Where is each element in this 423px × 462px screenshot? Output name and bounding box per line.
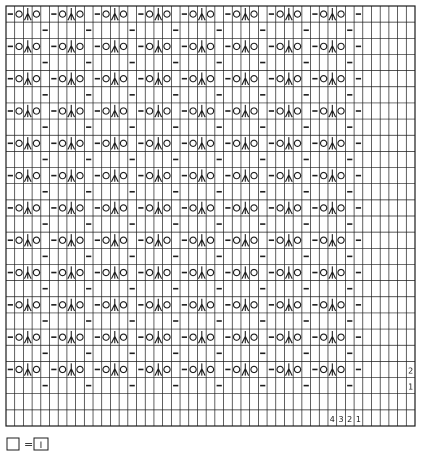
double-decrease-icon xyxy=(111,105,118,117)
yarn-over-icon xyxy=(103,140,109,146)
yarn-over-icon xyxy=(277,76,283,82)
yarn-over-icon xyxy=(59,366,65,372)
yarn-over-icon xyxy=(120,334,126,340)
yarn-over-icon xyxy=(338,11,344,17)
double-decrease-icon xyxy=(329,363,336,375)
yarn-over-icon xyxy=(277,108,283,114)
yarn-over-icon xyxy=(294,140,300,146)
double-decrease-icon xyxy=(155,299,162,311)
yarn-over-icon xyxy=(103,237,109,243)
double-decrease-icon xyxy=(198,266,205,278)
yarn-over-icon xyxy=(16,334,22,340)
yarn-over-icon xyxy=(33,269,39,275)
yarn-over-icon xyxy=(146,11,152,17)
yarn-over-icon xyxy=(77,334,83,340)
double-decrease-icon xyxy=(286,8,293,20)
yarn-over-icon xyxy=(103,205,109,211)
yarn-over-icon xyxy=(120,237,126,243)
double-decrease-icon xyxy=(24,8,31,20)
yarn-over-icon xyxy=(338,140,344,146)
double-decrease-icon xyxy=(198,202,205,214)
yarn-over-icon xyxy=(207,11,213,17)
yarn-over-icon xyxy=(16,237,22,243)
yarn-over-icon xyxy=(190,11,196,17)
yarn-over-icon xyxy=(77,269,83,275)
double-decrease-icon xyxy=(242,105,249,117)
yarn-over-icon xyxy=(33,108,39,114)
yarn-over-icon xyxy=(320,366,326,372)
double-decrease-icon xyxy=(24,137,31,149)
yarn-over-icon xyxy=(190,76,196,82)
yarn-over-icon xyxy=(338,269,344,275)
double-decrease-icon xyxy=(24,363,31,375)
double-decrease-icon xyxy=(24,202,31,214)
yarn-over-icon xyxy=(251,366,257,372)
double-decrease-icon xyxy=(198,8,205,20)
yarn-over-icon xyxy=(233,76,239,82)
yarn-over-icon xyxy=(251,43,257,49)
yarn-over-icon xyxy=(338,302,344,308)
yarn-over-icon xyxy=(190,205,196,211)
yarn-over-icon xyxy=(233,205,239,211)
double-decrease-icon xyxy=(329,299,336,311)
yarn-over-icon xyxy=(294,76,300,82)
double-decrease-icon xyxy=(68,299,75,311)
double-decrease-icon xyxy=(111,169,118,181)
yarn-over-icon xyxy=(294,108,300,114)
yarn-over-icon xyxy=(33,43,39,49)
yarn-over-icon xyxy=(251,108,257,114)
double-decrease-icon xyxy=(111,73,118,85)
yarn-over-icon xyxy=(207,366,213,372)
double-decrease-icon xyxy=(286,331,293,343)
yarn-over-icon xyxy=(120,108,126,114)
yarn-over-icon xyxy=(320,302,326,308)
yarn-over-icon xyxy=(190,269,196,275)
yarn-over-icon xyxy=(233,140,239,146)
double-decrease-icon xyxy=(68,331,75,343)
yarn-over-icon xyxy=(251,76,257,82)
double-decrease-icon xyxy=(155,137,162,149)
yarn-over-icon xyxy=(251,205,257,211)
yarn-over-icon xyxy=(251,140,257,146)
yarn-over-icon xyxy=(207,269,213,275)
double-decrease-icon xyxy=(242,266,249,278)
yarn-over-icon xyxy=(120,269,126,275)
yarn-over-icon xyxy=(338,334,344,340)
yarn-over-icon xyxy=(164,366,170,372)
yarn-over-icon xyxy=(277,269,283,275)
yarn-over-icon xyxy=(338,108,344,114)
double-decrease-icon xyxy=(242,40,249,52)
double-decrease-icon xyxy=(68,40,75,52)
yarn-over-icon xyxy=(320,11,326,17)
yarn-over-icon xyxy=(16,205,22,211)
yarn-over-icon xyxy=(294,334,300,340)
yarn-over-icon xyxy=(120,11,126,17)
double-decrease-icon xyxy=(198,169,205,181)
yarn-over-icon xyxy=(59,237,65,243)
yarn-over-icon xyxy=(146,205,152,211)
yarn-over-icon xyxy=(77,205,83,211)
yarn-over-icon xyxy=(146,366,152,372)
double-decrease-icon xyxy=(155,202,162,214)
chart-legend xyxy=(6,437,76,451)
yarn-over-icon xyxy=(103,76,109,82)
double-decrease-icon xyxy=(155,331,162,343)
double-decrease-icon xyxy=(329,137,336,149)
double-decrease-icon xyxy=(242,234,249,246)
yarn-over-icon xyxy=(294,43,300,49)
column-number-label: 3 xyxy=(338,414,344,424)
yarn-over-icon xyxy=(320,76,326,82)
yarn-over-icon xyxy=(120,43,126,49)
yarn-over-icon xyxy=(59,205,65,211)
double-decrease-icon xyxy=(329,40,336,52)
double-decrease-icon xyxy=(24,169,31,181)
legend-knit-symbol: I xyxy=(39,441,43,451)
yarn-over-icon xyxy=(233,43,239,49)
yarn-over-icon xyxy=(251,302,257,308)
chart-grid xyxy=(6,6,415,426)
yarn-over-icon xyxy=(77,11,83,17)
yarn-over-icon xyxy=(16,366,22,372)
double-decrease-icon xyxy=(329,202,336,214)
yarn-over-icon xyxy=(164,237,170,243)
double-decrease-icon xyxy=(24,331,31,343)
yarn-over-icon xyxy=(77,140,83,146)
yarn-over-icon xyxy=(146,108,152,114)
yarn-over-icon xyxy=(320,43,326,49)
double-decrease-icon xyxy=(198,331,205,343)
double-decrease-icon xyxy=(329,234,336,246)
double-decrease-icon xyxy=(68,73,75,85)
yarn-over-icon xyxy=(233,366,239,372)
double-decrease-icon xyxy=(155,8,162,20)
yarn-over-icon xyxy=(16,269,22,275)
yarn-over-icon xyxy=(164,11,170,17)
yarn-over-icon xyxy=(320,237,326,243)
yarn-over-icon xyxy=(33,140,39,146)
yarn-over-icon xyxy=(103,302,109,308)
double-decrease-icon xyxy=(111,299,118,311)
yarn-over-icon xyxy=(277,237,283,243)
double-decrease-icon xyxy=(198,105,205,117)
yarn-over-icon xyxy=(77,237,83,243)
yarn-over-icon xyxy=(207,237,213,243)
double-decrease-icon xyxy=(111,266,118,278)
double-decrease-icon xyxy=(111,234,118,246)
yarn-over-icon xyxy=(338,237,344,243)
yarn-over-icon xyxy=(207,302,213,308)
yarn-over-icon xyxy=(103,43,109,49)
yarn-over-icon xyxy=(164,108,170,114)
double-decrease-icon xyxy=(111,363,118,375)
yarn-over-icon xyxy=(59,108,65,114)
yarn-over-icon xyxy=(16,302,22,308)
yarn-over-icon xyxy=(207,140,213,146)
yarn-over-icon xyxy=(294,366,300,372)
yarn-over-icon xyxy=(190,366,196,372)
double-decrease-icon xyxy=(242,202,249,214)
double-decrease-icon xyxy=(155,363,162,375)
yarn-over-icon xyxy=(294,11,300,17)
yarn-over-icon xyxy=(59,269,65,275)
yarn-over-icon xyxy=(33,302,39,308)
yarn-over-icon xyxy=(164,43,170,49)
double-decrease-icon xyxy=(329,266,336,278)
double-decrease-icon xyxy=(155,40,162,52)
double-decrease-icon xyxy=(155,105,162,117)
yarn-over-icon xyxy=(16,76,22,82)
yarn-over-icon xyxy=(59,140,65,146)
yarn-over-icon xyxy=(277,140,283,146)
yarn-over-icon xyxy=(120,140,126,146)
double-decrease-icon xyxy=(155,73,162,85)
double-decrease-icon xyxy=(198,40,205,52)
double-decrease-icon xyxy=(242,137,249,149)
yarn-over-icon xyxy=(233,237,239,243)
yarn-over-icon xyxy=(103,334,109,340)
yarn-over-icon xyxy=(190,334,196,340)
yarn-over-icon xyxy=(277,334,283,340)
yarn-over-icon xyxy=(164,302,170,308)
yarn-over-icon xyxy=(33,205,39,211)
yarn-over-icon xyxy=(277,302,283,308)
yarn-over-icon xyxy=(190,172,196,178)
yarn-over-icon xyxy=(120,76,126,82)
yarn-over-icon xyxy=(120,205,126,211)
yarn-over-icon xyxy=(146,269,152,275)
double-decrease-icon xyxy=(286,202,293,214)
double-decrease-icon xyxy=(68,8,75,20)
yarn-over-icon xyxy=(146,237,152,243)
double-decrease-icon xyxy=(155,266,162,278)
yarn-over-icon xyxy=(190,237,196,243)
yarn-over-icon xyxy=(277,11,283,17)
yarn-over-icon xyxy=(320,205,326,211)
yarn-over-icon xyxy=(320,108,326,114)
yarn-over-icon xyxy=(33,11,39,17)
yarn-over-icon xyxy=(277,43,283,49)
legend-blank-square-icon xyxy=(7,438,19,450)
yarn-over-icon xyxy=(338,172,344,178)
yarn-over-icon xyxy=(294,302,300,308)
yarn-over-icon xyxy=(33,366,39,372)
double-decrease-icon xyxy=(68,137,75,149)
double-decrease-icon xyxy=(242,299,249,311)
yarn-over-icon xyxy=(59,172,65,178)
yarn-over-icon xyxy=(59,302,65,308)
yarn-over-icon xyxy=(338,366,344,372)
yarn-over-icon xyxy=(16,43,22,49)
double-decrease-icon xyxy=(286,363,293,375)
yarn-over-icon xyxy=(233,172,239,178)
yarn-over-icon xyxy=(33,237,39,243)
yarn-over-icon xyxy=(59,334,65,340)
yarn-over-icon xyxy=(103,172,109,178)
yarn-over-icon xyxy=(251,172,257,178)
double-decrease-icon xyxy=(242,169,249,181)
double-decrease-icon xyxy=(329,73,336,85)
yarn-over-icon xyxy=(164,334,170,340)
double-decrease-icon xyxy=(198,73,205,85)
yarn-over-icon xyxy=(320,269,326,275)
double-decrease-icon xyxy=(198,299,205,311)
yarn-over-icon xyxy=(233,269,239,275)
double-decrease-icon xyxy=(242,331,249,343)
yarn-over-icon xyxy=(77,108,83,114)
double-decrease-icon xyxy=(24,299,31,311)
row-number-label: 2 xyxy=(408,366,414,376)
yarn-over-icon xyxy=(146,76,152,82)
double-decrease-icon xyxy=(286,105,293,117)
yarn-over-icon xyxy=(164,269,170,275)
yarn-over-icon xyxy=(277,366,283,372)
yarn-over-icon xyxy=(320,172,326,178)
yarn-over-icon xyxy=(207,76,213,82)
yarn-over-icon xyxy=(294,269,300,275)
double-decrease-icon xyxy=(111,40,118,52)
double-decrease-icon xyxy=(111,202,118,214)
row-number-label: 1 xyxy=(408,382,414,392)
double-decrease-icon xyxy=(242,8,249,20)
yarn-over-icon xyxy=(16,108,22,114)
yarn-over-icon xyxy=(103,366,109,372)
legend-equals: = xyxy=(24,438,34,451)
yarn-over-icon xyxy=(294,237,300,243)
yarn-over-icon xyxy=(233,108,239,114)
double-decrease-icon xyxy=(68,105,75,117)
yarn-over-icon xyxy=(33,334,39,340)
yarn-over-icon xyxy=(190,302,196,308)
yarn-over-icon xyxy=(120,366,126,372)
double-decrease-icon xyxy=(329,331,336,343)
yarn-over-icon xyxy=(207,334,213,340)
yarn-over-icon xyxy=(338,43,344,49)
yarn-over-icon xyxy=(190,108,196,114)
yarn-over-icon xyxy=(207,205,213,211)
double-decrease-icon xyxy=(24,266,31,278)
double-decrease-icon xyxy=(198,363,205,375)
double-decrease-icon xyxy=(286,234,293,246)
yarn-over-icon xyxy=(33,172,39,178)
yarn-over-icon xyxy=(59,76,65,82)
yarn-over-icon xyxy=(16,140,22,146)
yarn-over-icon xyxy=(120,172,126,178)
column-number-label: 1 xyxy=(355,414,361,424)
yarn-over-icon xyxy=(190,140,196,146)
yarn-over-icon xyxy=(294,205,300,211)
double-decrease-icon xyxy=(24,40,31,52)
double-decrease-icon xyxy=(155,234,162,246)
double-decrease-icon xyxy=(286,169,293,181)
double-decrease-icon xyxy=(198,234,205,246)
yarn-over-icon xyxy=(251,269,257,275)
yarn-over-icon xyxy=(33,76,39,82)
yarn-over-icon xyxy=(233,11,239,17)
yarn-over-icon xyxy=(164,172,170,178)
double-decrease-icon xyxy=(24,105,31,117)
yarn-over-icon xyxy=(190,43,196,49)
double-decrease-icon xyxy=(24,234,31,246)
yarn-over-icon xyxy=(251,11,257,17)
yarn-over-icon xyxy=(146,172,152,178)
yarn-over-icon xyxy=(77,172,83,178)
yarn-over-icon xyxy=(251,334,257,340)
double-decrease-icon xyxy=(68,202,75,214)
double-decrease-icon xyxy=(286,299,293,311)
double-decrease-icon xyxy=(68,169,75,181)
yarn-over-icon xyxy=(59,11,65,17)
double-decrease-icon xyxy=(286,40,293,52)
yarn-over-icon xyxy=(103,11,109,17)
yarn-over-icon xyxy=(16,172,22,178)
double-decrease-icon xyxy=(242,73,249,85)
yarn-over-icon xyxy=(233,302,239,308)
yarn-over-icon xyxy=(207,172,213,178)
yarn-over-icon xyxy=(59,43,65,49)
yarn-over-icon xyxy=(146,302,152,308)
yarn-over-icon xyxy=(277,172,283,178)
yarn-over-icon xyxy=(233,334,239,340)
yarn-over-icon xyxy=(103,269,109,275)
double-decrease-icon xyxy=(329,8,336,20)
yarn-over-icon xyxy=(164,140,170,146)
yarn-over-icon xyxy=(77,43,83,49)
double-decrease-icon xyxy=(24,73,31,85)
double-decrease-icon xyxy=(286,266,293,278)
double-decrease-icon xyxy=(68,234,75,246)
double-decrease-icon xyxy=(329,105,336,117)
yarn-over-icon xyxy=(277,205,283,211)
column-number-label: 4 xyxy=(329,414,335,424)
yarn-over-icon xyxy=(77,76,83,82)
double-decrease-icon xyxy=(329,169,336,181)
double-decrease-icon xyxy=(68,363,75,375)
double-decrease-icon xyxy=(111,8,118,20)
yarn-over-icon xyxy=(16,11,22,17)
yarn-over-icon xyxy=(146,334,152,340)
double-decrease-icon xyxy=(286,137,293,149)
yarn-over-icon xyxy=(103,108,109,114)
double-decrease-icon xyxy=(286,73,293,85)
yarn-over-icon xyxy=(146,140,152,146)
yarn-over-icon xyxy=(320,334,326,340)
yarn-over-icon xyxy=(338,205,344,211)
yarn-over-icon xyxy=(146,43,152,49)
double-decrease-icon xyxy=(68,266,75,278)
yarn-over-icon xyxy=(164,205,170,211)
double-decrease-icon xyxy=(242,363,249,375)
yarn-over-icon xyxy=(294,172,300,178)
yarn-over-icon xyxy=(164,76,170,82)
yarn-over-icon xyxy=(320,140,326,146)
yarn-over-icon xyxy=(77,366,83,372)
column-number-label: 2 xyxy=(347,414,353,424)
double-decrease-icon xyxy=(198,137,205,149)
yarn-over-icon xyxy=(207,108,213,114)
double-decrease-icon xyxy=(111,137,118,149)
yarn-over-icon xyxy=(251,237,257,243)
yarn-over-icon xyxy=(77,302,83,308)
yarn-over-icon xyxy=(207,43,213,49)
double-decrease-icon xyxy=(111,331,118,343)
yarn-over-icon xyxy=(120,302,126,308)
yarn-over-icon xyxy=(338,76,344,82)
double-decrease-icon xyxy=(155,169,162,181)
